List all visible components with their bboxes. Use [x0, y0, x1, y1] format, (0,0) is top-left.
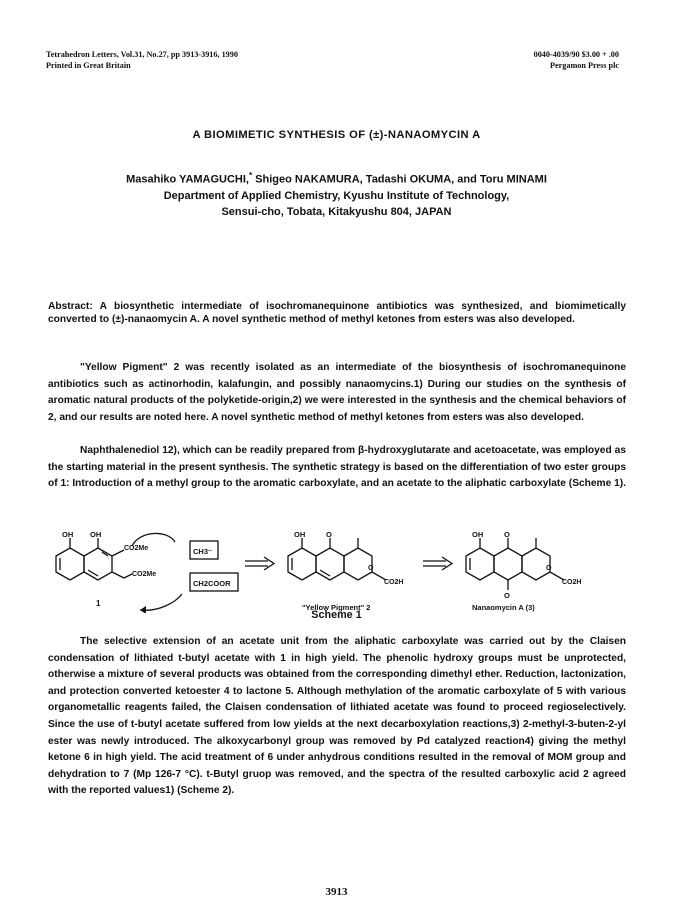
scheme-caption: Scheme 1: [311, 609, 362, 621]
author-names: [0, 168, 673, 188]
compound-2-structure: [288, 530, 403, 612]
co2h-label: CO2H: [384, 579, 404, 586]
publisher-name: Pergamon Press plc: [550, 61, 619, 70]
compound-1-structure: [56, 530, 182, 613]
publisher-header: [534, 49, 619, 71]
scheme-1-diagram: [40, 528, 640, 613]
compound-3-label: Nanaomycin A (3): [472, 603, 535, 612]
reaction-arrow-2: [423, 557, 452, 570]
ring-o-label: O: [546, 565, 552, 572]
paragraph-intro: "Yellow Pigment" 2 was recently isolated as an intermediate of the biosynthesis of isochromanequinone antibiotics such as actinorhodin, kalafungin, and possibly nanaomycins.1) During our studies on the synthesis of aromatic natural products of the polyketide-origin,2) we were interested in the synthesis and the chemical behaviors of 2, and our results are noted here. A novel synthetic method of methyl ketones from esters was also developed.: [48, 362, 626, 423]
address: Sensui-cho, Tobata, Kitakyushu 804, JAPAN: [221, 205, 452, 218]
abstract: [48, 300, 626, 326]
quinone-o-label: O: [504, 530, 510, 539]
journal-header: [46, 49, 238, 71]
co2me-label: CO2Me: [124, 545, 149, 552]
ring-o-label: O: [368, 565, 374, 572]
reagent-methyl: CH3⁻: [193, 547, 212, 556]
corresponding-mark: *: [249, 171, 253, 180]
compound-1-label: 1: [96, 599, 101, 608]
paper-title: A BIOMIMETIC SYNTHESIS OF (±)-NANAOMYCIN A: [192, 129, 481, 141]
paragraph-strategy: Naphthalenediol 12), which can be readily prepared from β-hydroxyglutarate and acetoacetate, was employed as the starting material in the present synthesis. The synthetic strategy is based on the differentiation of two ester groups of 1: Introduction of a methyl group to the aromatic carboxylate, and an acetate to the aliphatic carboxylate (Scheme 1).: [48, 445, 626, 490]
journal-citation: Tetrahedron Letters, Vol.31, No.27, pp 3913-3916, 1990: [46, 50, 238, 59]
oh-label: OH: [472, 530, 484, 539]
author-rest: Shigeo NAKAMURA, Tadashi OKUMA, and Toru MINAMI: [252, 173, 547, 186]
compound-2-label: "Yellow Pigment" 2: [302, 603, 371, 612]
reagent-acetate: CH2COOR: [193, 579, 231, 588]
author-block: [0, 168, 673, 220]
oh-label: OH: [62, 530, 74, 539]
price-code: 0040-4039/90 $3.00 + .00: [533, 50, 619, 59]
abstract-text: A biosynthetic intermediate of isochromanequinone antibiotics was synthesized, and biomimetically converted to (±)-nanaomycin A. A novel synthetic method of methyl ketones from esters was also developed.: [48, 301, 626, 326]
oh-label: OH: [90, 530, 102, 539]
co2me-label: CO2Me: [132, 571, 157, 578]
paragraph-synthesis: The selective extension of an acetate unit from the aliphatic carboxylate was carried out by the Claisen condensation of lithiated t-butyl acetate with 1 in high yield. The phenolic hydroxy groups must be unprotected, otherwise a mixture of several products was obtained from the corresponding dimethyl ether. Reduction, lactonization, and protection converted ketoester 4 to lactone 5. Although methylation of the aromatic carboxylate of 5 with various organometallic reagents failed, the Claisen condensation of lithiated acetate was found to proceed regioselectively. Since the use of t-butyl acetate suffered from low yields at the next decarboxylation reactions,3) 2-methyl-3-buten-2-yl ester was newly introduced. The alkoxycarbonyl group was removed by Pd catalyzed reaction4) giving the methyl ketone 6 in high yield. The acid treatment of 6 under anhydrous conditions resulted in the removal of MOM group and dehydration to 7 (Mp 126-7 °C). t-Butyl gruop was removed, and the spectra of the resulted carboxylic acid 2 agreed with the reported values1) (Scheme 2).: [48, 636, 626, 797]
abstract-label: Abstract:: [48, 301, 93, 312]
printed-in: Printed in Great Britain: [46, 61, 131, 70]
compound-3-structure: [466, 530, 581, 612]
reaction-arrow-1: [245, 557, 274, 570]
oh-label: OH: [294, 530, 306, 539]
affiliation: Department of Applied Chemistry, Kyushu Institute of Technology,: [163, 189, 510, 202]
author-first: Masahiko YAMAGUCHI,: [126, 173, 249, 186]
curved-arrow-bottom: [140, 594, 182, 610]
page-number: 3913: [325, 886, 348, 898]
quinone-o-label: O: [504, 591, 510, 600]
carbonyl-o-label: O: [326, 530, 332, 539]
co2h-label: CO2H: [562, 579, 582, 586]
